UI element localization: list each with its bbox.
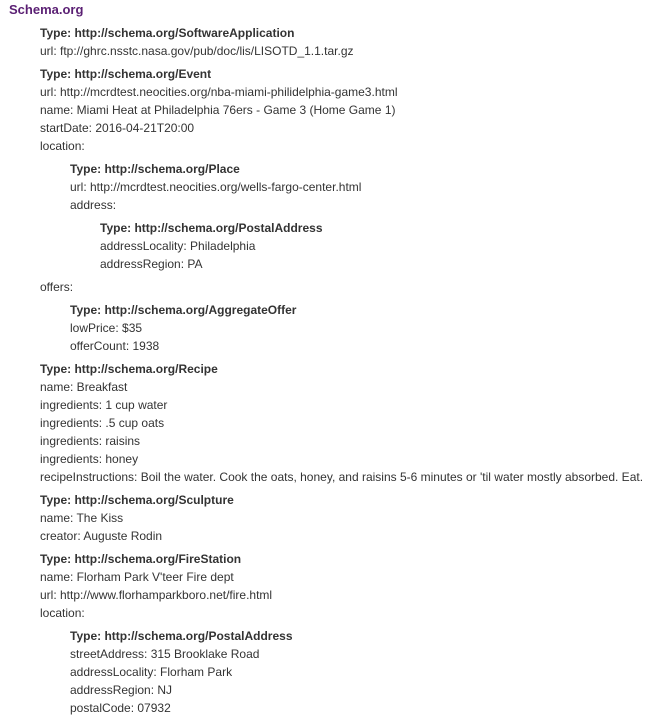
item-type-event: Type: http://schema.org/Event — [40, 67, 212, 81]
sculpture-creator: creator: Auguste Rodin — [40, 529, 163, 543]
event-location-label: location: — [40, 139, 85, 153]
recipe-ingredient: ingredients: .5 cup oats — [40, 416, 165, 430]
address-locality: addressLocality: Florham Park — [70, 665, 233, 679]
item-url: url: ftp://ghrc.nsstc.nasa.gov/pub/doc/lis/LISOTD_1.1.tar.gz — [40, 44, 354, 58]
firestation-postal-address-type: Type: http://schema.org/PostalAddress — [70, 629, 293, 643]
recipe-ingredient: ingredients: 1 cup water — [40, 398, 168, 412]
postal-address-type: Type: http://schema.org/PostalAddress — [100, 221, 323, 235]
event-url: url: http://mcrdtest.neocities.org/nba-miami-philidelphia-game3.html — [40, 85, 398, 99]
sculpture-name: name: The Kiss — [40, 511, 124, 525]
place-url: url: http://mcrdtest.neocities.org/wells-fargo-center.html — [70, 180, 362, 194]
firestation-name: name: Florham Park V'teer Fire dept — [40, 570, 234, 584]
event-offers-label: offers: — [40, 280, 74, 294]
recipe-instructions: recipeInstructions: Boil the water. Cook the oats, honey, and raisins 5-6 minutes or 'til water mostly absorbed. Eat. — [40, 470, 644, 484]
page-title: Schema.org — [9, 2, 84, 17]
place-address-label: address: — [70, 198, 117, 212]
offer-count: offerCount: 1938 — [70, 339, 160, 353]
recipe-ingredient: ingredients: raisins — [40, 434, 141, 448]
postal-code: postalCode: 07932 — [70, 701, 171, 715]
recipe-ingredient: ingredients: honey — [40, 452, 139, 466]
recipe-name: name: Breakfast — [40, 380, 128, 394]
event-start-date: startDate: 2016-04-21T20:00 — [40, 121, 195, 135]
item-type-recipe: Type: http://schema.org/Recipe — [40, 362, 218, 376]
item-type-softwareapplication: Type: http://schema.org/SoftwareApplication — [40, 26, 295, 40]
item-type-firestation: Type: http://schema.org/FireStation — [40, 552, 242, 566]
item-type-sculpture: Type: http://schema.org/Sculpture — [40, 493, 234, 507]
address-locality: addressLocality: Philadelphia — [100, 239, 256, 253]
place-type: Type: http://schema.org/Place — [70, 162, 240, 176]
address-region: addressRegion: NJ — [70, 683, 173, 697]
offer-type: Type: http://schema.org/AggregateOffer — [70, 303, 297, 317]
firestation-location-label: location: — [40, 606, 85, 620]
address-region: addressRegion: PA — [100, 257, 203, 271]
event-name: name: Miami Heat at Philadelphia 76ers - Game 3 (Home Game 1) — [40, 103, 396, 117]
street-address: streetAddress: 315 Brooklake Road — [70, 647, 260, 661]
firestation-url: url: http://www.florhamparkboro.net/fire.html — [40, 588, 273, 602]
offer-low-price: lowPrice: $35 — [70, 321, 143, 335]
